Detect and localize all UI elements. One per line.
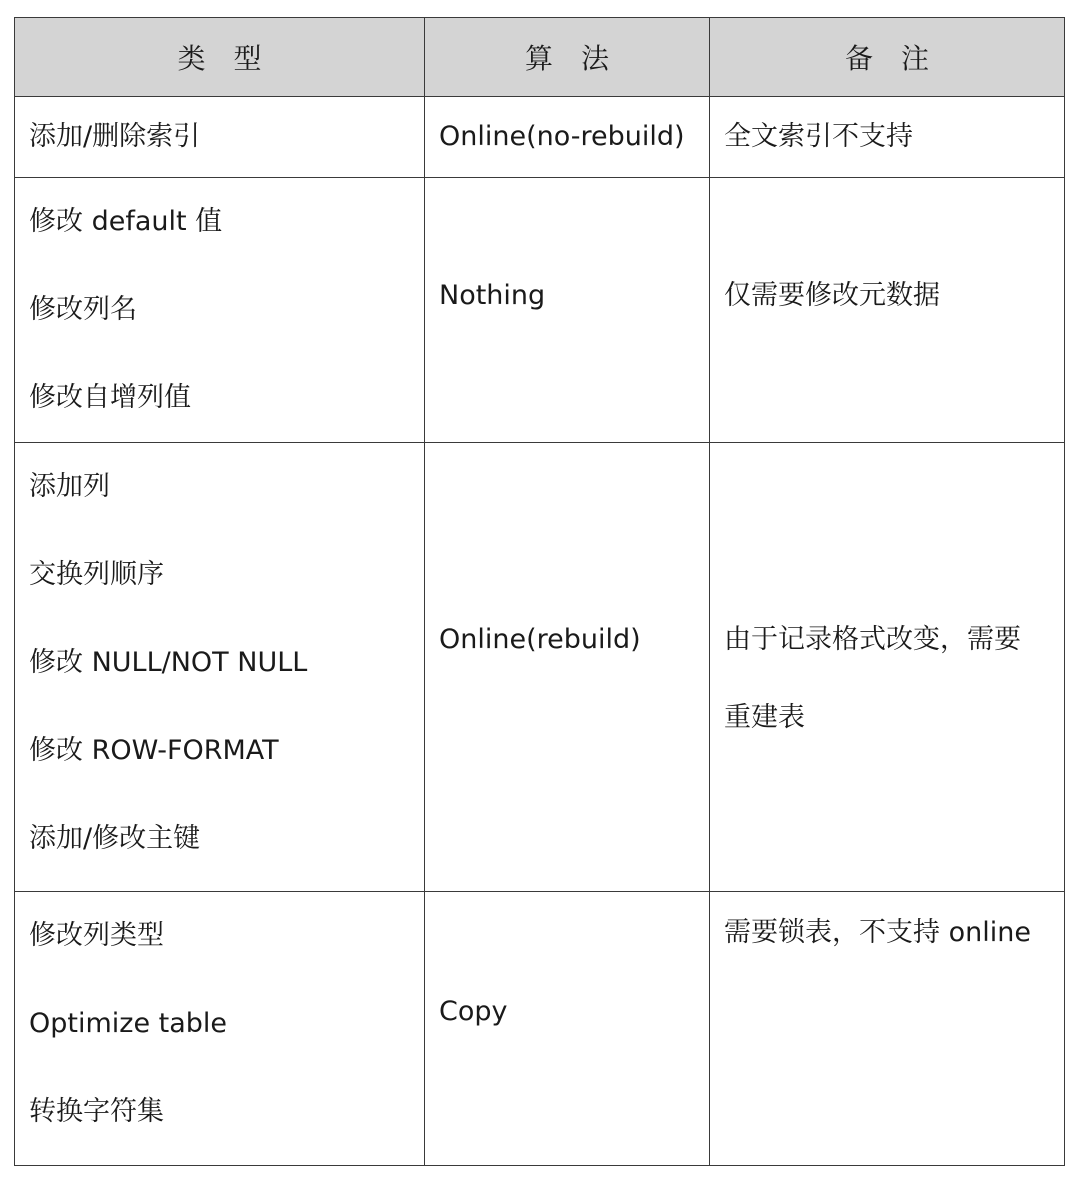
note-text: 由于记录格式改变，需要 bbox=[724, 624, 1021, 655]
table-row bbox=[15, 97, 1065, 178]
header-algorithm: 算法 bbox=[425, 18, 710, 97]
alter-table-algorithm-table bbox=[14, 17, 1065, 1166]
type-item: 修改列类型 bbox=[29, 920, 164, 951]
type-cell bbox=[15, 443, 425, 892]
algorithm-value: Online(no-rebuild) bbox=[439, 121, 685, 152]
algorithm-cell bbox=[425, 178, 710, 443]
algorithm-value: Copy bbox=[439, 996, 508, 1027]
type-cell bbox=[15, 892, 425, 1166]
type-item: 修改列名 bbox=[29, 294, 137, 325]
note-text: 需要锁表，不支持 online bbox=[724, 917, 1031, 948]
type-item: 交换列顺序 bbox=[29, 559, 164, 590]
header-note: 备注 bbox=[710, 18, 1065, 97]
type-item: Optimize table bbox=[29, 1008, 228, 1039]
type-item: 转换字符集 bbox=[29, 1096, 164, 1127]
type-item: 修改 NULL/NOT NULL bbox=[29, 647, 308, 678]
note-text: 重建表 bbox=[724, 702, 805, 733]
type-cell bbox=[15, 97, 425, 178]
type-cell bbox=[15, 178, 425, 443]
type-item: 修改自增列值 bbox=[29, 382, 191, 413]
algorithm-cell bbox=[425, 97, 710, 178]
type-item: 添加/删除索引 bbox=[29, 121, 201, 152]
table-row bbox=[15, 892, 1065, 1166]
table-row bbox=[15, 443, 1065, 892]
type-item: 修改 default 值 bbox=[29, 206, 223, 237]
algorithm-value: Nothing bbox=[439, 280, 546, 311]
type-item: 修改 ROW-FORMAT bbox=[29, 735, 279, 766]
header-type: 类型 bbox=[15, 18, 425, 97]
type-item: 添加列 bbox=[29, 471, 110, 502]
note-cell bbox=[710, 892, 1065, 1166]
type-item: 添加/修改主键 bbox=[29, 823, 201, 854]
note-cell bbox=[710, 97, 1065, 178]
note-cell bbox=[710, 178, 1065, 443]
table-header-row bbox=[15, 18, 1065, 97]
note-text: 全文索引不支持 bbox=[724, 121, 913, 152]
algorithm-value: Online(rebuild) bbox=[439, 624, 641, 655]
table-row bbox=[15, 178, 1065, 443]
note-cell bbox=[710, 443, 1065, 892]
algorithm-cell bbox=[425, 443, 710, 892]
note-text: 仅需要修改元数据 bbox=[724, 280, 940, 311]
algorithm-cell bbox=[425, 892, 710, 1166]
